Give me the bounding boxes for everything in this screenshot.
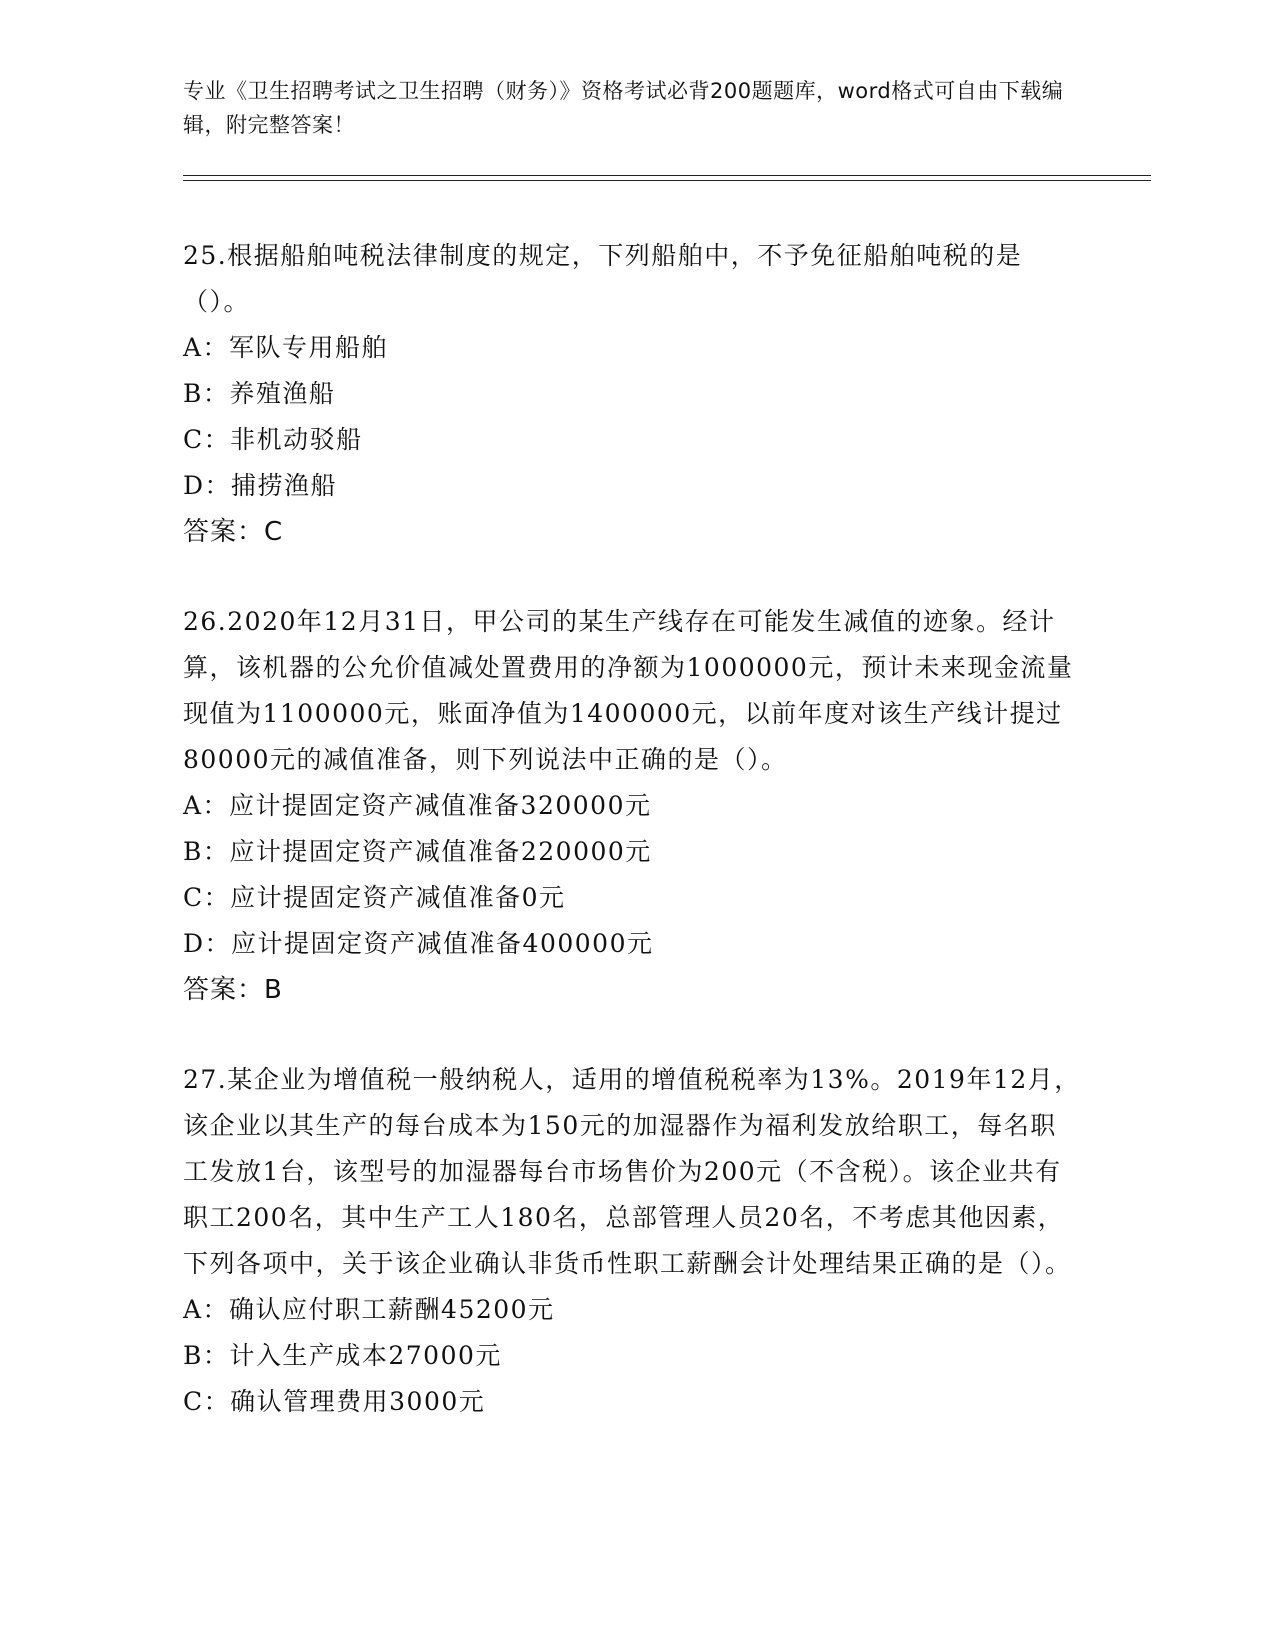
option-c: C：确认管理费用3000元 xyxy=(183,1387,486,1416)
option-b: B：计入生产成本27000元 xyxy=(183,1341,502,1370)
header-rule-top xyxy=(183,175,1151,176)
option-c: C：应计提固定资产减值准备0元 xyxy=(183,883,566,912)
option-c: C：非机动驳船 xyxy=(183,425,363,454)
option-b: B：养殖渔船 xyxy=(183,379,336,408)
header-rule-bottom xyxy=(183,180,1151,181)
question-27 xyxy=(183,1057,1083,1425)
option-a: A：军队专用船舶 xyxy=(183,333,389,362)
option-d: D：应计提固定资产减值准备400000元 xyxy=(183,929,654,958)
answer-label: 答案：B xyxy=(183,975,283,1005)
document-header: 专业《卫生招聘考试之卫生招聘（财务）》资格考试必背200题题库，word格式可自由下载编辑，附完整答案！ xyxy=(183,79,1064,137)
question-stem: 27.某企业为增值税一般纳税人，适用的增值税税率为13%。2019年12月，该企业以其生产的每台成本为150元的加湿器作为福利发放给职工，每名职工发放1台，该型号的加湿器每台市场售价为200元（不含税）。该企业共有职工200名，其中生产工人180名，总部管理人员20名，不考虑其他因素，下列各项中，关于该企业确认非货币性职工薪酬会计处理结果正确的是（）。 xyxy=(183,1065,1081,1278)
option-a: A：确认应付职工薪酬45200元 xyxy=(183,1295,555,1324)
question-stem: 26.2020年12月31日，甲公司的某生产线存在可能发生减值的迹象。经计算，该机器的公允价值减处置费用的净额为1000000元，预计未来现金流量现值为1100000元，账面净值为1400000元，以前年度对该生产线计提过80000元的减值准备，则下列说法中正确的是（）。 xyxy=(183,607,1074,774)
question-stem: 25.根据船舶吨税法律制度的规定，下列船舶中，不予免征船舶吨税的是（）。 xyxy=(183,241,1023,316)
option-b: B：应计提固定资产减值准备220000元 xyxy=(183,837,652,866)
answer-label: 答案：C xyxy=(183,517,284,547)
questions-list xyxy=(183,233,1083,1469)
question-26 xyxy=(183,599,1083,1013)
question-25 xyxy=(183,233,1083,555)
option-d: D：捕捞渔船 xyxy=(183,471,338,500)
option-a: A：应计提固定资产减值准备320000元 xyxy=(183,791,652,820)
